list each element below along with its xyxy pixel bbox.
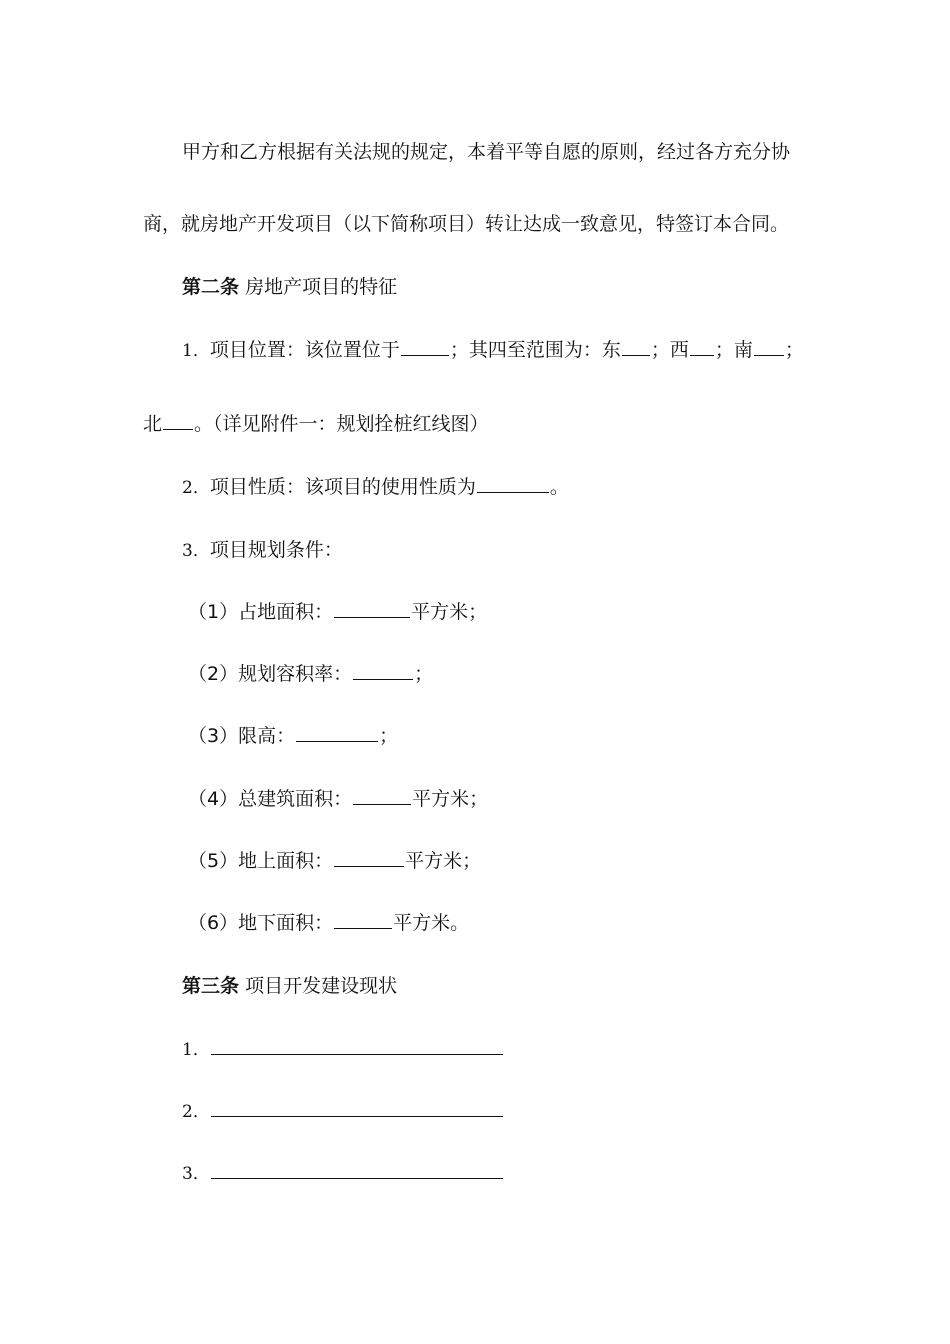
item1-text-a: 项目位置：该位置位于 <box>209 339 400 361</box>
item1-north: 北 <box>143 413 163 435</box>
west-blank[interactable] <box>690 337 714 356</box>
item2-text-a: 项目性质：该项目的使用性质为 <box>209 476 476 498</box>
height-limit-blank[interactable] <box>296 723 378 742</box>
south-blank[interactable] <box>754 337 784 356</box>
north-blank[interactable] <box>163 411 193 430</box>
item3-number: 3． <box>182 541 210 561</box>
sub-item-4 <box>188 786 488 812</box>
sub-item-label: （5）地上面积： <box>188 850 334 872</box>
article3-title: 项目开发建设现状 <box>245 975 398 997</box>
sub-item-suffix: 平方米； <box>411 601 488 623</box>
status-item-number: 1． <box>182 1040 210 1060</box>
item1-south: 南 <box>733 339 753 361</box>
item1-text-c: 。（详见附件一：规划拴桩红线图） <box>194 413 489 435</box>
sub-item-3 <box>188 723 398 749</box>
item1-west: 西 <box>669 339 689 361</box>
article2-item3 <box>182 537 343 564</box>
article2-item1-line2 <box>143 411 489 437</box>
intro-text-2: 商，就房地产开发项目（以下简称项目）转让达成一致意见，特签订本合同。 <box>143 213 790 235</box>
item1-sep2: ； <box>714 339 734 361</box>
sub-item-suffix: 平方米。 <box>393 912 470 934</box>
article3-item-2 <box>182 1098 504 1125</box>
sub-item-label: （3）限高： <box>188 725 296 747</box>
article3-heading <box>182 973 397 999</box>
above-ground-blank[interactable] <box>334 848 404 867</box>
sub-item-5 <box>188 848 481 874</box>
sub-item-label: （6）地下面积： <box>188 912 334 934</box>
sub-item-label: （2）规划容积率： <box>188 663 353 685</box>
item1-sep1: ； <box>650 339 670 361</box>
article2-number: 第二条 <box>182 276 240 298</box>
sub-item-suffix: ； <box>379 725 399 747</box>
sub-item-suffix: 平方米； <box>412 788 489 810</box>
sub-item-suffix: 平方米； <box>405 850 482 872</box>
item1-number: 1． <box>182 341 210 361</box>
article3-number: 第三条 <box>182 975 240 997</box>
usage-blank[interactable] <box>477 474 549 493</box>
article2-item2 <box>182 474 569 501</box>
intro-paragraph-line2 <box>143 211 789 237</box>
status-blank-2[interactable] <box>211 1098 503 1117</box>
intro-text-1: 甲方和乙方根据有关法规的规定，本着平等自愿的原则，经过各方充分协 <box>182 141 791 163</box>
east-blank[interactable] <box>622 337 650 356</box>
below-ground-blank[interactable] <box>334 910 392 929</box>
sub-item-label: （1）占地面积： <box>188 601 334 623</box>
article3-item-1 <box>182 1036 504 1063</box>
item3-text: 项目规划条件： <box>209 539 343 561</box>
item2-number: 2． <box>182 478 210 498</box>
article2-heading <box>182 274 397 300</box>
intro-paragraph-line1 <box>182 139 790 165</box>
sub-item-2 <box>188 661 433 687</box>
status-item-number: 2． <box>182 1102 210 1122</box>
item1-text-b: ；其四至范围为：东 <box>449 339 621 361</box>
status-blank-1[interactable] <box>211 1036 503 1055</box>
article2-title: 房地产项目的特征 <box>245 276 398 298</box>
far-blank[interactable] <box>353 661 413 680</box>
item2-text-b: 。 <box>549 476 569 498</box>
article2-item1-line1 <box>182 337 804 364</box>
sub-item-suffix: ； <box>414 663 434 685</box>
sub-item-label: （4）总建筑面积： <box>188 788 353 810</box>
sub-item-1 <box>188 599 487 625</box>
location-blank[interactable] <box>401 337 449 356</box>
article3-item-3 <box>182 1160 504 1187</box>
item1-sep3: ； <box>784 339 804 361</box>
status-item-number: 3． <box>182 1164 210 1184</box>
status-blank-3[interactable] <box>211 1160 503 1179</box>
total-area-blank[interactable] <box>353 786 411 805</box>
land-area-blank[interactable] <box>334 599 410 618</box>
sub-item-6 <box>188 910 469 936</box>
